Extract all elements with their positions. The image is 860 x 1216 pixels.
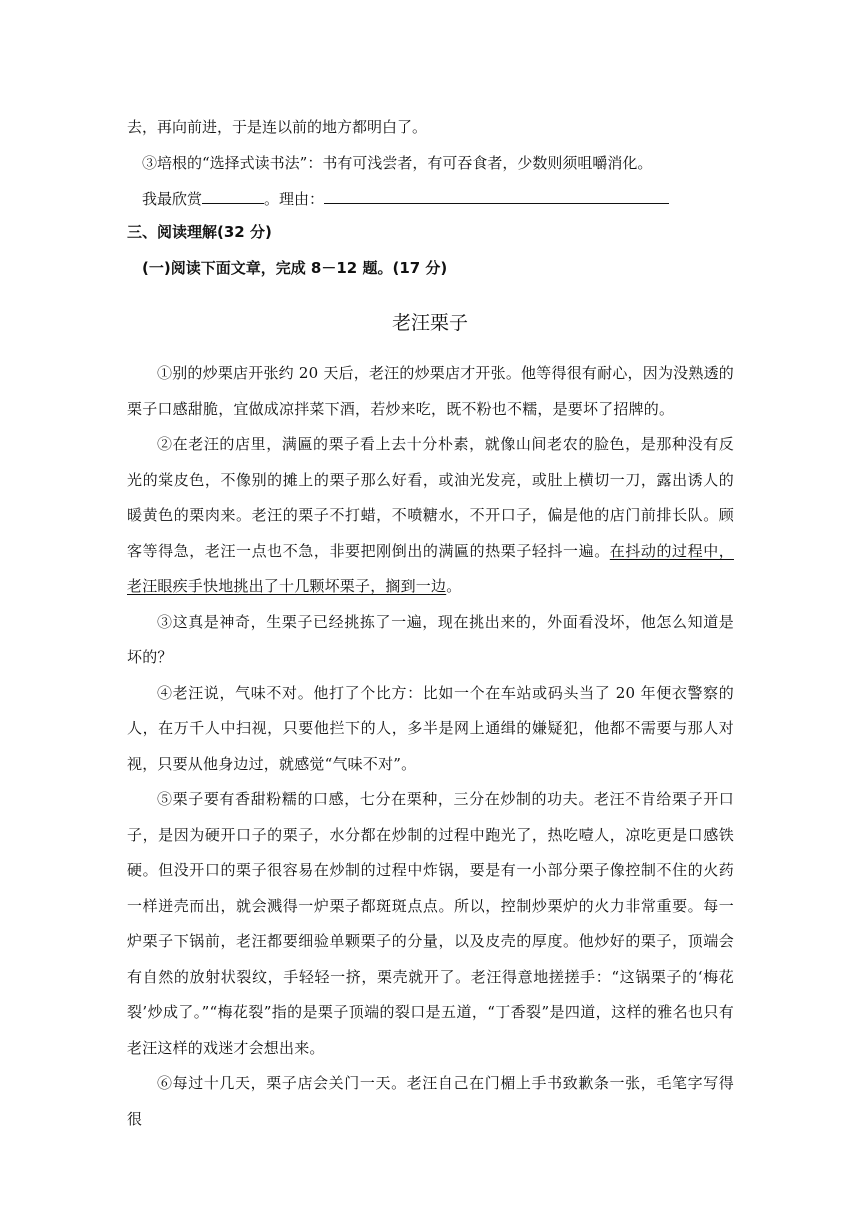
favorite-blank[interactable] xyxy=(202,189,264,204)
paragraph-2-end: 。 xyxy=(446,577,462,595)
paragraph-1: ①别的炒栗店开张约 20 天后，老汪的炒栗店才开张。他等得很有耐心，因为没熟透的栗子口感甜脆，宜做成凉拌菜下酒，若炒来吃，既不粉也不糯，是要坏了招牌的。 xyxy=(127,364,734,418)
bacon-reading-method: ③培根的“选择式读书法”：书有可浅尝者，有可吞食者，少数则须咀嚼消化。 xyxy=(142,154,653,172)
article-title: 老汪栗子 xyxy=(391,312,468,334)
favorite-answer-line xyxy=(142,189,669,209)
paragraph-2-text: ②在老汪的店里，满匾的栗子看上去十分朴素，就像山间老农的脸色，是那种没有反光的棠皮色，不像别的摊上的栗子那么好看，或油光发亮，或肚上横切一刀，露出诱人的暖黄色的栗肉来。老汪的栗子不打蜡，不喷糖水，不开口子，偏是他的店门前排长队。顾客等得急，老汪一点也不急，非要把刚倒出的满匾的热栗子轻抖一遍。 xyxy=(127,435,734,560)
continuation-line: 去，再向前进，于是连以前的地方都明白了。 xyxy=(127,118,428,136)
paragraph-3: ③这真是神奇，生栗子已经挑拣了一遍，现在挑出来的，外面看没坏，他怎么知道是坏的？ xyxy=(127,612,734,666)
paragraph-4: ④老汪说，气味不对。他打了个比方：比如一个在车站或码头当了 20 年便衣警察的人，在万千人中扫视，只要他拦下的人，多半是网上通缉的嫌疑犯，他都不需要与那人对视，只要从他身边过，就感觉“气味不对”。 xyxy=(127,683,734,773)
paragraph-5: ⑤栗子要有香甜粉糯的口感，七分在栗种，三分在炒制的功夫。老汪不肯给栗子开口子，是因为硬开口子的栗子，水分都在炒制的过程中跑光了，热吃噎人，凉吃更是口感铁硬。但没开口的栗子很容易在炒制的过程中炸锅，要是有一小部分栗子像控制不住的火药一样迸壳而出，就会溅得一炉栗子都斑斑点点。所以，控制炒栗炉的火力非常重要。每一炉栗子下锅前，老汪都要细验单颗栗子的分量，以及皮壳的厚度。他炒好的栗子，顶端会有自然的放射状裂纹，手轻轻一挤，栗壳就开了。老汪得意地搓搓手：“这锅栗子的‘梅花裂’炒成了。”“梅花裂”指的是栗子顶端的裂口是五道，“丁香裂”是四道，这样的雅名也只有老汪这样的戏迷才会想出来。 xyxy=(127,790,734,1057)
reason-label: 。理由： xyxy=(264,190,325,208)
article-body xyxy=(127,356,734,1137)
paragraph-6: ⑥每过十几天，栗子店会关门一天。老汪自己在门楣上手书致歉条一张，毛笔字写得很 xyxy=(127,1074,734,1128)
section-heading: 三、阅读理解(32 分) xyxy=(127,223,272,241)
paragraph-2 xyxy=(127,427,734,605)
paragraph-2-underlined: 在抖动的过程中，老汪眼疾手快地挑出了十几颗坏栗子，搁到一边 xyxy=(127,541,734,595)
reason-blank[interactable] xyxy=(324,189,669,204)
sub-heading: (一)阅读下面文章，完成 8－12 题。(17 分) xyxy=(142,259,448,277)
favorite-prefix: 我最欣赏 xyxy=(142,190,203,208)
